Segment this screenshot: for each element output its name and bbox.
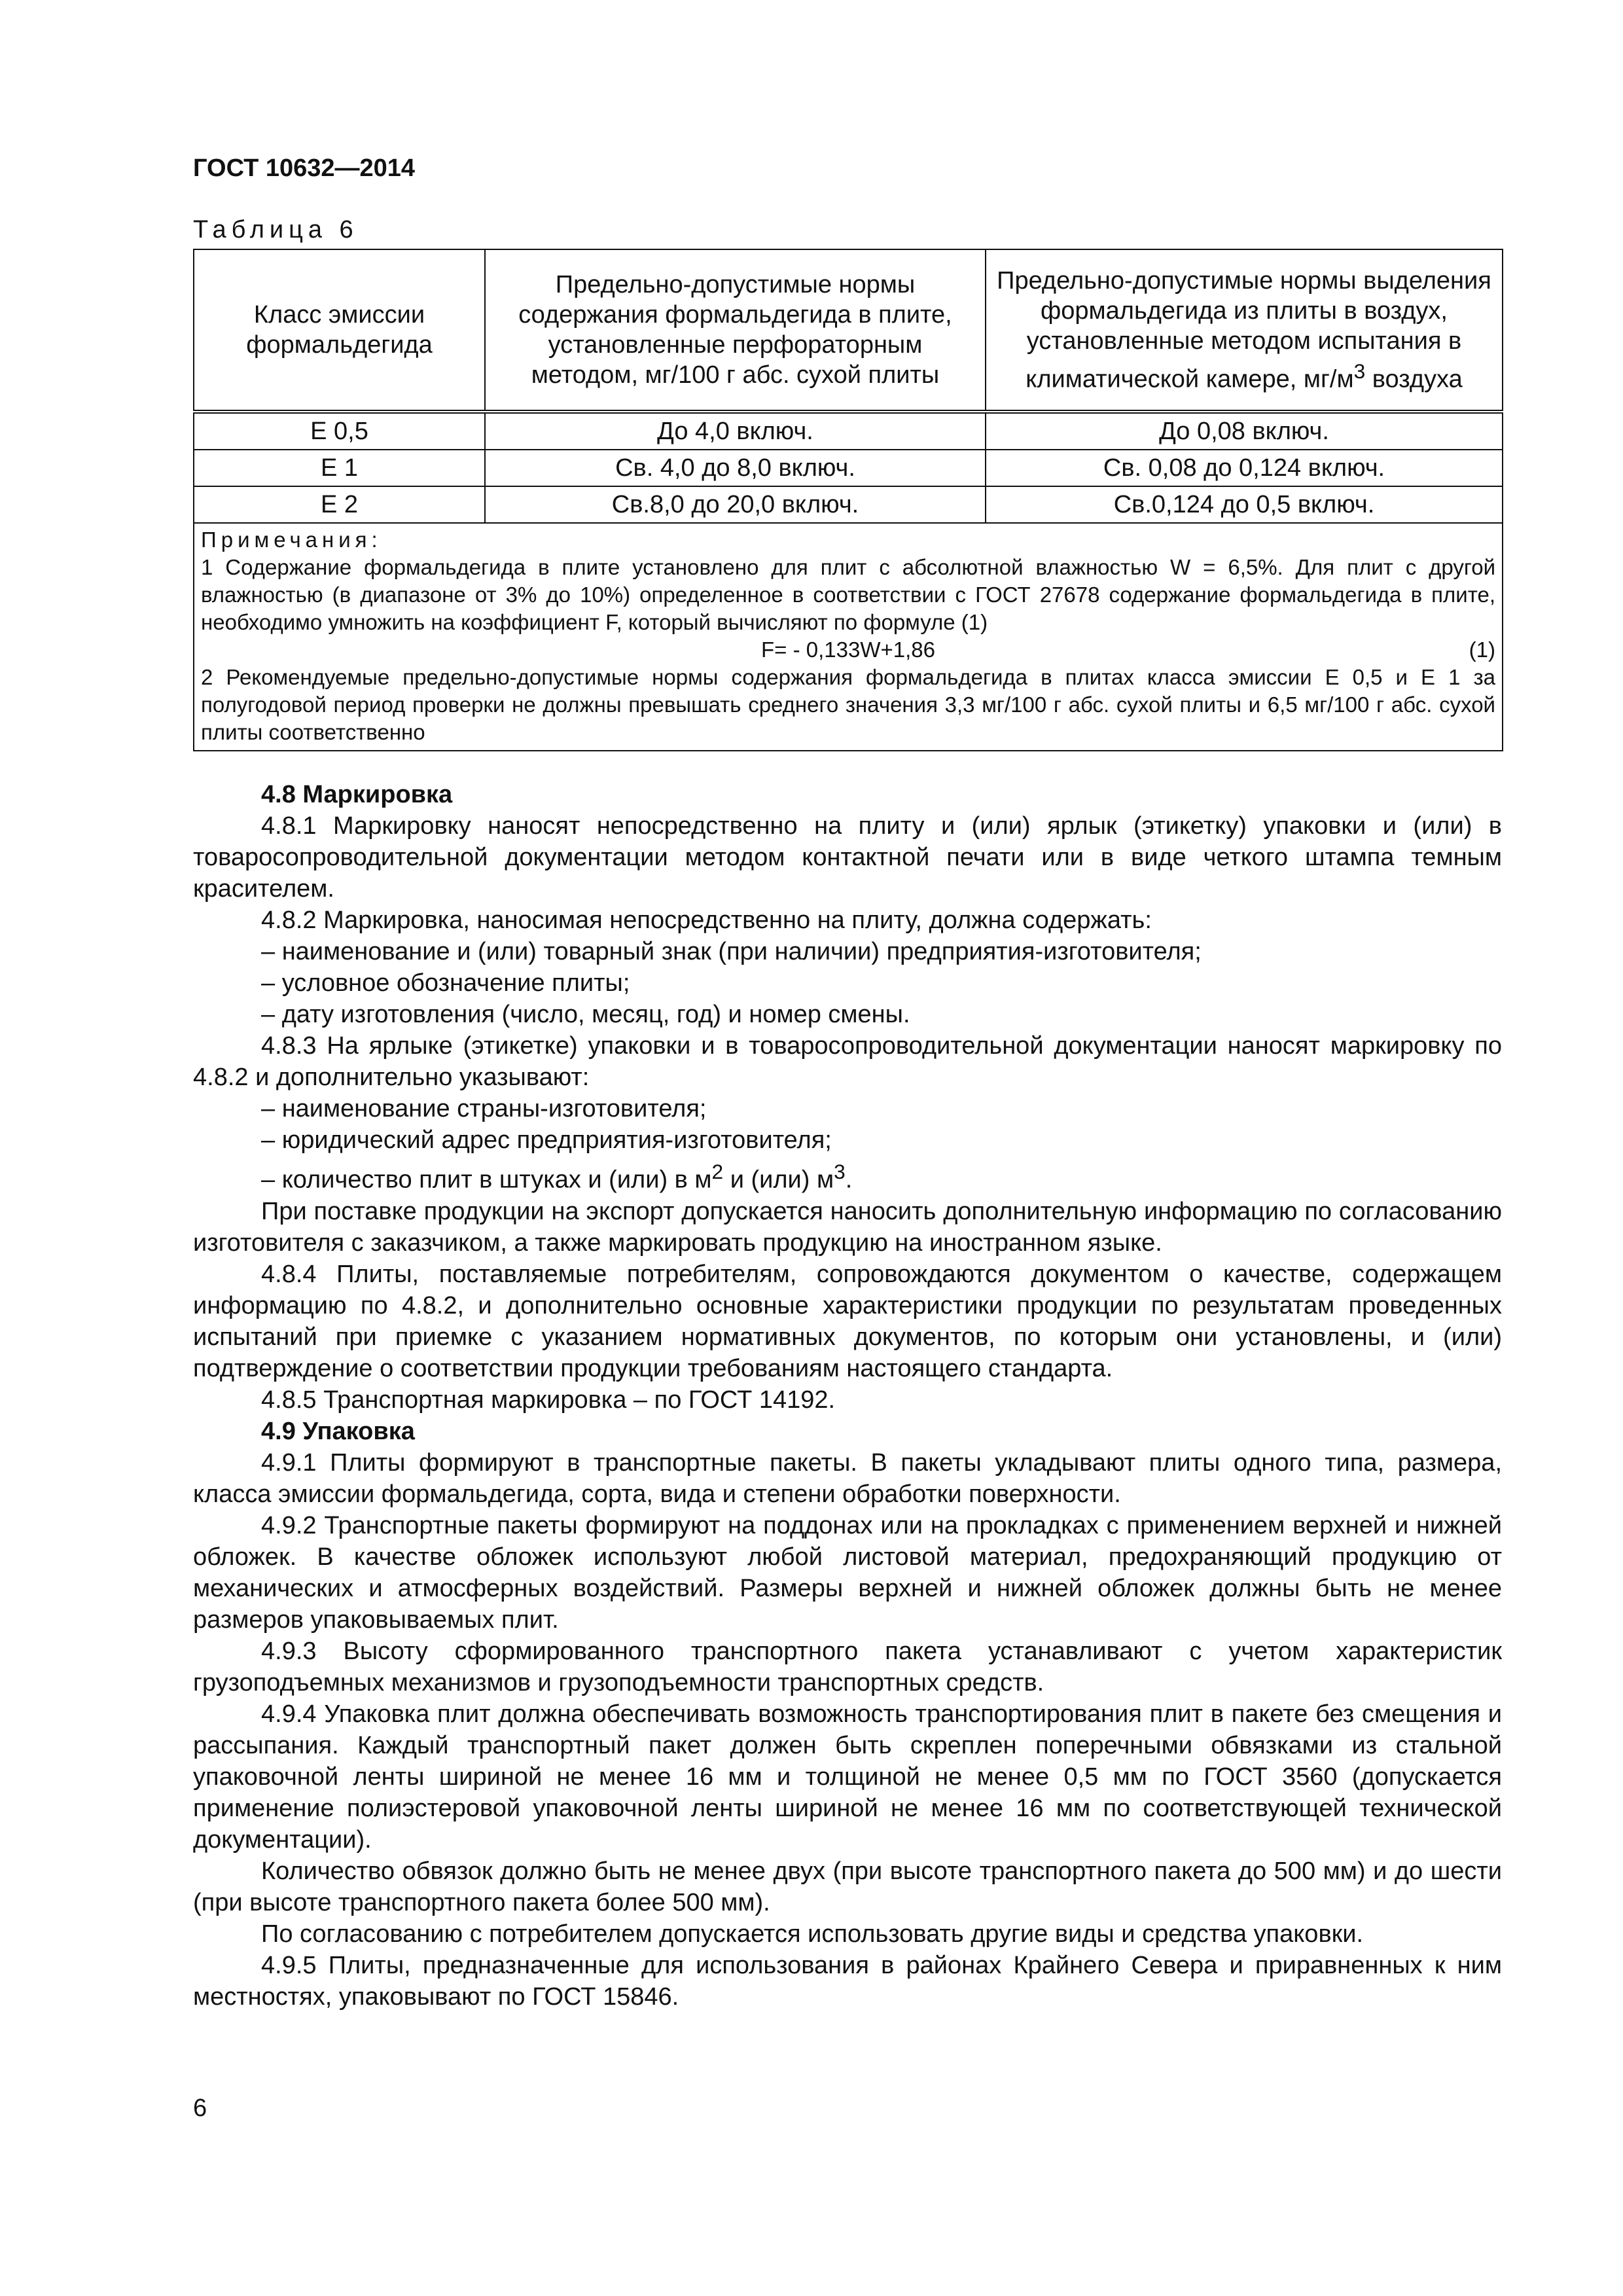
table-cell: Св. 4,0 до 8,0 включ. xyxy=(485,450,986,486)
paragraph-4-8-2: 4.8.2 Маркировка, наносимая непосредственно на плиту, должна содержать: xyxy=(261,906,1152,934)
table-cell: До 0,08 включ. xyxy=(986,412,1503,450)
formula-line xyxy=(201,636,1495,664)
table-cell: Е 1 xyxy=(194,450,485,486)
list-item-text: – количество плит в штуках и (или) в м xyxy=(261,1166,712,1194)
column-header-chamber-text: Предельно-допустимые нормы выделения формальдегида из плиты в воздух, установленные методом испытания в климатической камере, мг/м xyxy=(997,266,1491,393)
table-row xyxy=(194,486,1503,523)
table-cell: Е 0,5 xyxy=(194,412,485,450)
superscript: 3 xyxy=(1353,359,1366,383)
table-cell: Е 2 xyxy=(194,486,485,523)
paragraph-4-9-3: 4.9.3 Высоту сформированного транспортного пакета устанавливают с учетом характеристик грузоподъемных механизмов и грузоподъемности транспортных средств. xyxy=(193,1637,1502,1696)
paragraph-other: По согласованию с потребителем допускается использовать другие виды и средства упаковки. xyxy=(261,1920,1364,1948)
table-notes xyxy=(194,523,1503,751)
notes-title: Примечания: xyxy=(201,528,382,552)
superscript: 3 xyxy=(834,1160,846,1183)
page-number: 6 xyxy=(193,2094,207,2122)
list-item: – условное обозначение плиты; xyxy=(261,969,630,997)
paragraph-count: Количество обвязок должно быть не менее двух (при высоте транспортного пакета до 500 мм) и до шести (при высоте транспортного пакета более 500 мм). xyxy=(193,1857,1502,1916)
list-item: – дату изготовления (число, месяц, год) и номер смены. xyxy=(261,1001,910,1028)
list-item: – юридический адрес предприятия-изготовителя; xyxy=(261,1126,832,1154)
table-cell: Св.8,0 до 20,0 включ. xyxy=(485,486,986,523)
formula: F= - 0,133W+1,86 xyxy=(761,637,935,662)
paragraph-4-8-5: 4.8.5 Транспортная маркировка – по ГОСТ 14192. xyxy=(261,1386,836,1414)
section-heading-4-9: 4.9 Упаковка xyxy=(261,1417,415,1445)
paragraph-4-8-3: 4.8.3 На ярлыке (этикетке) упаковки и в товаросопроводительной документации наносят маркировку по 4.8.2 и дополнительно указывают: xyxy=(193,1032,1502,1091)
paragraph-4-9-4: 4.9.4 Упаковка плит должна обеспечивать возможность транспортирования плит в пакете без смещения и рассыпания. Каждый транспортный пакет должен быть скреплен поперечными обвязками из стальной упаковочной ленты шириной не менее 16 мм и толщиной не менее 0,5 мм по ГОСТ 3560 (допускается применение полиэстеровой упаковочной ленты шириной не менее 16 мм по соответствующей технической документации). xyxy=(193,1700,1502,1854)
superscript: 2 xyxy=(711,1160,724,1183)
table-cell: До 4,0 включ. xyxy=(485,412,986,450)
column-header-chamber xyxy=(986,249,1503,412)
note-1: 1 Содержание формальдегида в плите установлено для плит с абсолютной влажностью W = 6,5%. Для плит с другой влажностью (в диапазоне от 3% до 10%) определенное в соответствии с ГОСТ 27678 содержание формальдегида в плите, необходимо умножить на коэффициент F, который вычисляют по формуле (1) xyxy=(201,555,1495,634)
table-row xyxy=(194,450,1503,486)
paragraph-4-8-4: 4.8.4 Плиты, поставляемые потребителям, сопровождаются документом о качестве, содержащем информацию по 4.8.2, и дополнительно основные характеристики продукции по результатам проведенных испытаний при приемке с указанием нормативных документов, по которым они установлены, и (или) подтверждение о соответствии продукции требованиям настоящего стандарта. xyxy=(193,1260,1502,1382)
paragraph-4-9-1: 4.9.1 Плиты формируют в транспортные пакеты. В пакеты укладывают плиты одного типа, размера, класса эмиссии формальдегида, сорта, вида и степени обработки поверхности. xyxy=(193,1448,1502,1508)
formula-number: (1) xyxy=(1469,637,1495,662)
body-text xyxy=(193,779,1502,2013)
list-item-text: . xyxy=(845,1166,853,1194)
document-code: ГОСТ 10632—2014 xyxy=(193,154,416,182)
list-item: – наименование страны-изготовителя; xyxy=(261,1095,707,1122)
list-item: – наименование и (или) товарный знак (при наличии) предприятия-изготовителя; xyxy=(261,938,1202,965)
list-item-text: и (или) м xyxy=(723,1166,834,1194)
table-cell: Св. 0,08 до 0,124 включ. xyxy=(986,450,1503,486)
column-header-chamber-unit: воздуха xyxy=(1365,365,1463,393)
paragraph-4-9-2: 4.9.2 Транспортные пакеты формируют на поддонах или на прокладках с применением верхней и нижней обложек. В качестве обложек используют любой листовой материал, предохраняющий продукцию от механических и атмосферных воздействий. Размеры верхней и нижней обложек должны быть не менее размеров упаковываемых плит. xyxy=(193,1511,1502,1634)
emission-table xyxy=(193,249,1503,751)
paragraph-4-9-5: 4.9.5 Плиты, предназначенные для использования в районах Крайнего Севера и приравненных к ним местностях, упаковывают по ГОСТ 15846. xyxy=(193,1951,1502,2011)
table-header-row xyxy=(194,249,1503,412)
column-header-class: Класс эмиссии формальдегида xyxy=(194,249,485,412)
note-2: 2 Рекомендуемые предельно-допустимые нормы содержания формальдегида в плитах класса эмиссии Е 0,5 и Е 1 за полугодовой период проверки не должны превышать среднего значения 3,3 мг/100 г абс. сухой плиты и 6,5 мг/100 г абс. сухой плиты соответственно xyxy=(201,665,1495,744)
column-header-perforator: Предельно-допустимые нормы содержания формальдегида в плите, установленные перфораторным методом, мг/100 г абс. сухой плиты xyxy=(485,249,986,412)
table-notes-row xyxy=(194,523,1503,751)
table-caption: Таблица 6 xyxy=(193,216,359,243)
table-row xyxy=(194,412,1503,450)
paragraph-4-8-1: 4.8.1 Маркировку наносят непосредственно на плиту и (или) ярлык (этикетку) упаковки и (или) в товаросопроводительной документации методом контактной печати или в виде четкого штампа темным красителем. xyxy=(193,812,1502,903)
table-cell: Св.0,124 до 0,5 включ. xyxy=(986,486,1503,523)
paragraph-export: При поставке продукции на экспорт допускается наносить дополнительную информацию по согласованию изготовителя с заказчиком, а также маркировать продукцию на иностранном языке. xyxy=(193,1197,1502,1257)
list-item xyxy=(193,1156,1502,1196)
section-heading-4-8: 4.8 Маркировка xyxy=(261,781,453,808)
